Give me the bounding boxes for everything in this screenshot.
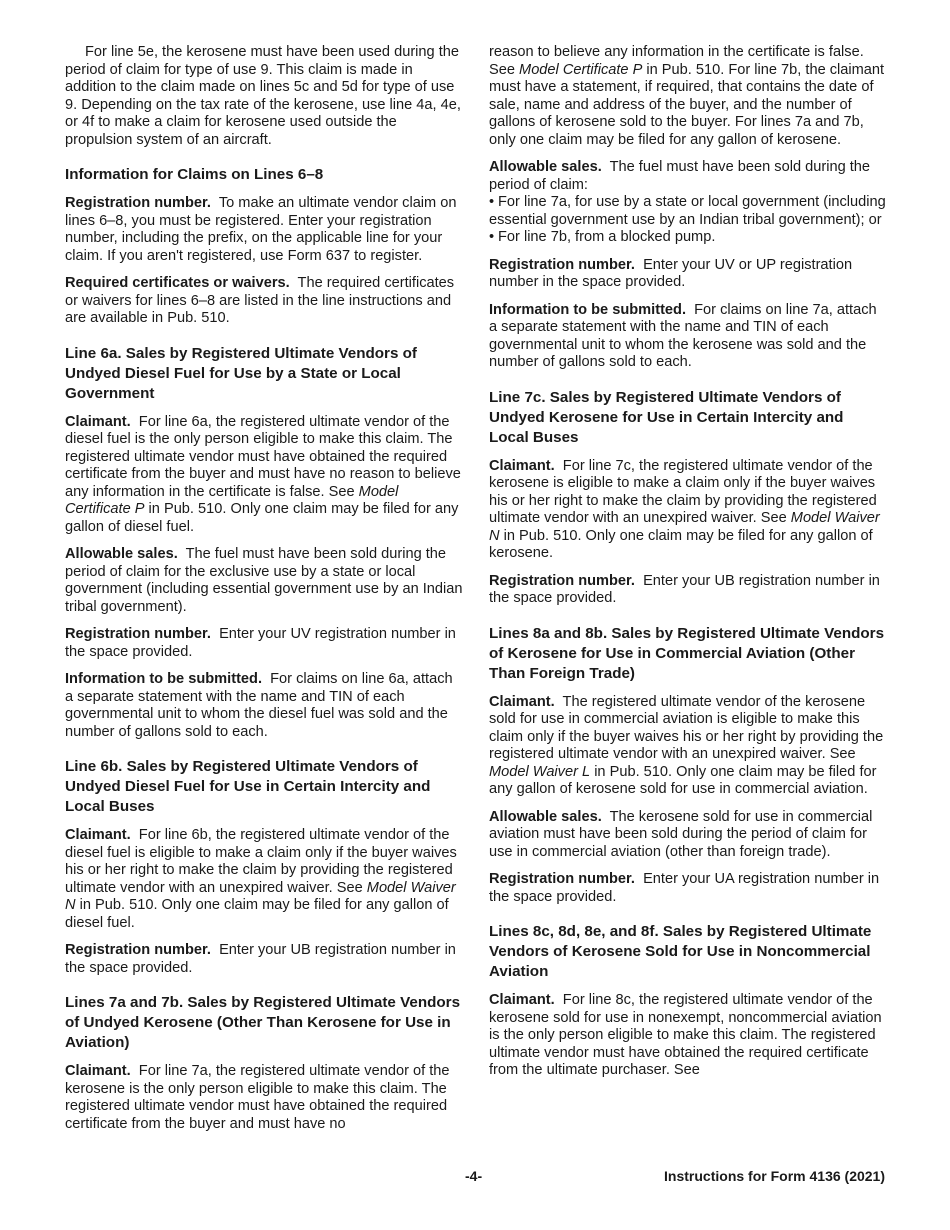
document-title: Instructions for Form 4136 (2021)	[664, 1168, 885, 1184]
paragraph-claimant-7c	[489, 458, 887, 563]
heading-line-6a: Line 6a. Sales by Registered Ultimate Vendors of Undyed Diesel Fuel for Use by a State or Local Government	[65, 344, 417, 402]
paragraph-registration-6a	[65, 626, 463, 661]
paragraph-information-7	[489, 302, 887, 372]
run-in-heading: Allowable sales.	[65, 546, 178, 562]
run-in-heading: Information to be submitted.	[489, 301, 687, 318]
paragraph-text: Enter your UV registration number in the space provided.	[65, 626, 456, 660]
paragraph-text: The kerosene sold for use in commercial aviation must have been sold during the period of claim for use in commercial aviation (other than foreign trade).	[489, 808, 873, 860]
bullet-icon: •	[489, 194, 495, 210]
heading-lines-7a-7b: Lines 7a and 7b. Sales by Registered Ultimate Vendors of Undyed Kerosene (Other Than Kerosene for Use in Aviation)	[65, 994, 461, 1051]
heading-lines-8a-8b: Lines 8a and 8b. Sales by Registered Ultimate Vendors of Kerosene for Use in Commercial Aviation (Other Than Foreign Trade)	[489, 624, 885, 682]
paragraph-text: For claims on line 6a, attach a separate statement with the name and TIN of each governmental unit to whom the diesel fuel was sold and the number of gallons sold to each.	[65, 671, 453, 740]
run-in-heading: Allowable sales.	[489, 808, 602, 825]
paragraph-allowable-7	[489, 159, 887, 194]
paragraph-text: For line 6b, the registered ultimate vendor of the diesel fuel is eligible to make a claim only if the buyer waives his or her right to make the claim by providing the registered ultimate vendor with an unexpired waiver. See	[65, 827, 457, 896]
paragraph-text: The fuel must have been sold during the period of claim:	[489, 159, 871, 193]
bullet-text: For line 7b, from a blocked pump.	[498, 229, 716, 245]
paragraph-registration	[65, 195, 463, 265]
page-number: -4-	[465, 1168, 483, 1184]
paragraph-allowable-8	[489, 809, 887, 862]
bullet-item-7a	[489, 194, 887, 229]
run-in-heading: Claimant.	[65, 1063, 131, 1079]
paragraph-claimant-8c	[489, 992, 887, 1080]
paragraph-allowable-6a	[65, 546, 463, 616]
paragraph-text: in Pub. 510. Only one claim may be filed for any gallon of diesel fuel.	[65, 897, 449, 931]
heading-line-6b: Line 6b. Sales by Registered Ultimate Vendors of Undyed Diesel Fuel for Use in Certain Intercity and Local Buses	[65, 758, 431, 815]
run-in-heading: Claimant.	[489, 457, 555, 474]
run-in-heading: Registration number.	[65, 626, 211, 642]
paragraph-registration-7	[489, 257, 887, 292]
paragraph-text: in Pub. 510. Only one claim may be filed for any gallon of kerosene sold for use in commercial aviation.	[489, 763, 877, 797]
reference-italic: Model Certificate P	[519, 61, 643, 78]
paragraph-claimant-6b	[65, 827, 463, 932]
run-in-heading: Registration number.	[489, 572, 635, 589]
run-in-heading: Claimant.	[65, 827, 131, 843]
run-in-heading: Claimant.	[489, 992, 555, 1008]
paragraph-text: Enter your UV or UP registration number in the space provided.	[489, 256, 853, 290]
paragraph-text: The registered ultimate vendor of the kerosene sold for use in commercial aviation is eligible to make this claim only if the buyer waives his or her right by providing the registered ultimate vendor with an unexpired waiver. See	[489, 693, 884, 762]
paragraph-text: The fuel must have been sold during the period of claim for the exclusive use by a state or local government (including essential government use by an Indian tribal government).	[65, 546, 463, 615]
run-in-heading: Allowable sales.	[489, 159, 602, 175]
run-in-heading: Registration number.	[65, 195, 211, 211]
right-column	[489, 44, 887, 1090]
run-in-heading: Registration number.	[489, 256, 635, 273]
paragraph-text: in Pub. 510. For line 7b, the claimant must have a statement, if required, that contains the date of sale, name and address of the buyer, and the number of gallons of kerosene sold to the buyer. For lines 7a and 7b, only one claim may be filed for any gallon of kerosene.	[489, 61, 885, 148]
reference-italic: Model Waiver N	[65, 879, 456, 913]
paragraph-claimant-7-cont	[489, 44, 887, 149]
paragraph-registration-6b	[65, 942, 463, 977]
run-in-heading: Claimant.	[489, 693, 555, 710]
heading-info-claims-6-8: Information for Claims on Lines 6–8	[65, 166, 324, 183]
paragraph-claimant-8	[489, 694, 887, 799]
left-column	[65, 44, 463, 1143]
heading-line-7c: Line 7c. Sales by Registered Ultimate Vendors of Undyed Kerosene for Use in Certain Intercity and Local Buses	[489, 388, 844, 446]
paragraph-text: Enter your UA registration number in the space provided.	[489, 871, 880, 905]
bullet-icon: •	[489, 229, 495, 245]
bullet-text: For line 7a, for use by a state or local government (including essential government use by an Indian tribal government); or	[489, 194, 886, 228]
run-in-heading: Information to be submitted.	[65, 671, 263, 687]
paragraph-text: reason to believe any information in the certificate is false. See	[489, 44, 864, 78]
paragraph-registration-8	[489, 871, 887, 906]
run-in-heading: Claimant.	[65, 413, 131, 430]
bullet-item-7b	[489, 229, 887, 247]
reference-italic: Model Certificate P	[65, 483, 399, 517]
paragraph-text: in Pub. 510. Only one claim may be filed for any gallon of diesel fuel.	[65, 501, 459, 535]
paragraph-registration-7c	[489, 573, 887, 608]
paragraph-text: For line 7c, the registered ultimate vendor of the kerosene is eligible to make a claim only if the buyer waives his or her right to make the claim by providing the registered ultimate vendor with an unexpired waiver. See	[489, 457, 877, 526]
paragraph-text: To make an ultimate vendor claim on lines 6–8, you must be registered. Enter your registration number, including the prefix, on the applicable line for your claim. If you aren't registered, use Form 637 to register.	[65, 195, 457, 264]
paragraph-text: For claims on line 7a, attach a separate statement with the name and TIN of each governmental unit to whom the kerosene was sold and the number of gallons sold to each.	[489, 301, 877, 370]
paragraph-text: The required certificates or waivers for lines 6–8 are listed in the line instructions and are available in Pub. 510.	[65, 275, 455, 326]
paragraph-text: For line 7a, the registered ultimate vendor of the kerosene is the only person eligible to make this claim. The registered ultimate vendor must have obtained the required certificate from the buyer and must have no	[65, 1063, 450, 1132]
paragraph-claimant-7	[65, 1063, 463, 1133]
paragraph-information-6a	[65, 671, 463, 741]
paragraph-line-5e: For line 5e, the kerosene must have been used during the period of claim for type of use 9. This claim is made in addition to the claim made on lines 5c and 5d for type of use 9. Depending on the tax rate of the kerosene, use line 4a, 4e, or 4f to make a claim for kerosene used outside the propulsion system of an aircraft.	[65, 44, 461, 148]
paragraph-text: Enter your UB registration number in the space provided.	[65, 942, 456, 976]
run-in-heading: Required certificates or waivers.	[65, 275, 290, 291]
heading-lines-8c-8f: Lines 8c, 8d, 8e, and 8f. Sales by Registered Ultimate Vendors of Kerosene Sold for Use in Noncommercial Aviation	[489, 923, 872, 980]
paragraph-text: For line 8c, the registered ultimate vendor of the kerosene sold for use in nonexempt, noncommercial aviation is the only person eligible to make this claim. The registered ultimate vendor must have obtained the required certificate from the ultimate purchaser. See	[489, 992, 882, 1078]
paragraph-text: For line 6a, the registered ultimate vendor of the diesel fuel is the only person eligible to make this claim. The registered ultimate vendor must have obtained the required certificate from the buyer and must have no reason to believe any information in the certificate is false. See	[65, 413, 461, 500]
reference-italic: Model Waiver N	[489, 510, 880, 544]
reference-italic: Model Waiver L	[489, 763, 591, 780]
paragraph-certificates	[65, 275, 463, 328]
paragraph-text: in Pub. 510. Only one claim may be filed for any gallon of kerosene.	[489, 527, 873, 561]
paragraph-text: Enter your UB registration number in the space provided.	[489, 572, 880, 606]
run-in-heading: Registration number.	[489, 871, 635, 887]
run-in-heading: Registration number.	[65, 942, 211, 958]
paragraph-claimant-6a	[65, 414, 463, 537]
